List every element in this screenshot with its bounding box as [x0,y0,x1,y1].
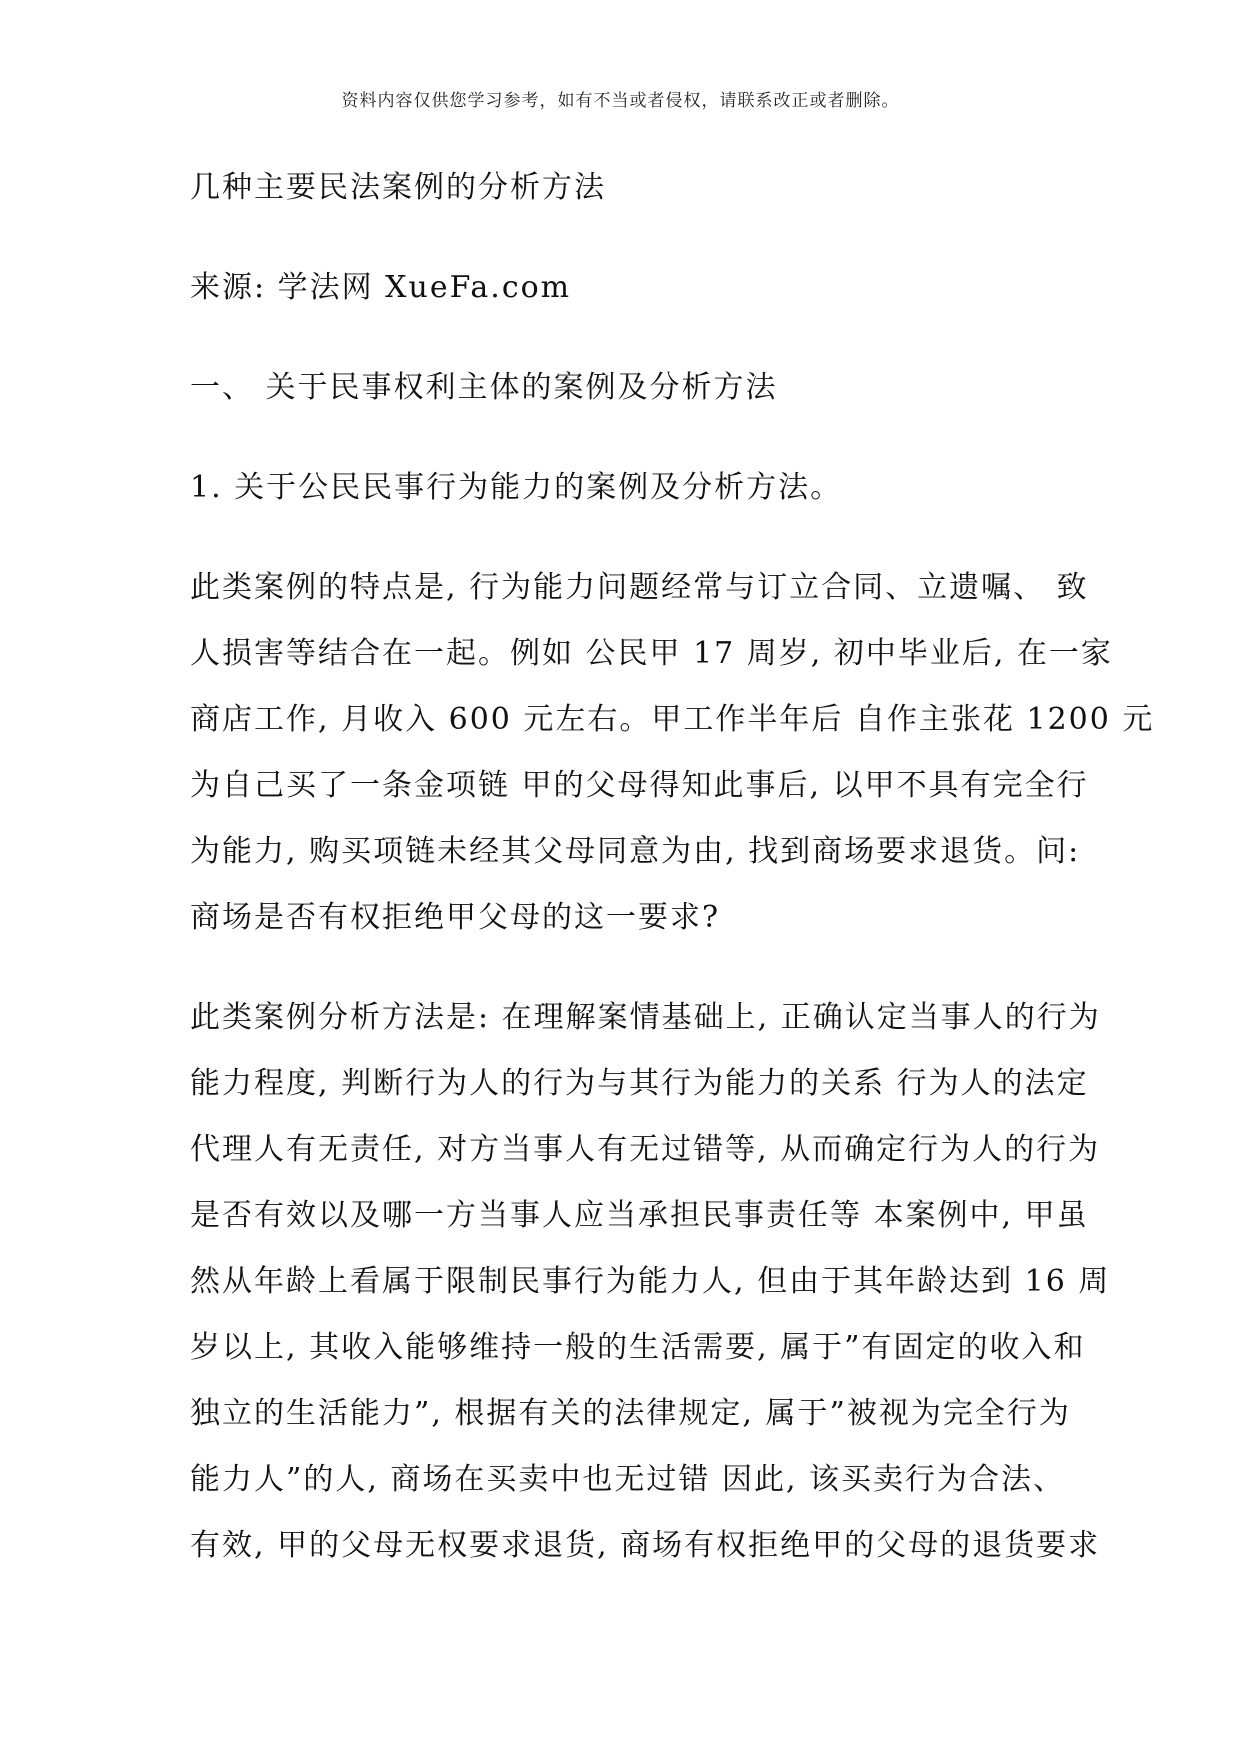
paragraph-line: 代理人有无责任, 对方当事人有无过错等, 从而确定行为人的行为 [190,1132,1101,1167]
paragraph-line: 独立的生活能力”, 根据有关的法律规定, 属于”被视为完全行为 [190,1396,1071,1431]
section-heading: 一、 关于民事权利主体的案例及分析方法 [190,370,778,405]
paragraph-line: 此类案例分析方法是: 在理解案情基础上, 正确认定当事人的行为 [190,1000,1101,1035]
paragraph-line: 是否有效以及哪一方当事人应当承担民事责任等 本案例中, 甲虽 [190,1198,1089,1233]
paragraph-line: 为能力, 购买项链未经其父母同意为由, 找到商场要求退货。问: [190,834,1081,869]
paragraph-line: 能力程度, 判断行为人的行为与其行为能力的关系 行为人的法定 [190,1066,1089,1101]
paragraph-line: 有效, 甲的父母无权要求退货, 商场有权拒绝甲的父母的退货要求 [190,1528,1101,1563]
paragraph-case-description [190,568,1155,938]
paragraph-line: 此类案例的特点是, 行为能力问题经常与订立合同、立遗嘱、 致 [190,570,1089,605]
disclaimer-header: 资料内容仅供您学习参考，如有不当或者侵权，请联系改正或者删除。 [341,91,900,111]
paragraph-line: 商场是否有权拒绝甲父母的这一要求? [190,900,721,935]
document-title: 几种主要民法案例的分析方法 [190,170,606,205]
paragraph-analysis-method [190,998,1111,1566]
document-body [190,160,1155,1566]
paragraph-line: 然从年龄上看属于限制民事行为能力人, 但由于其年龄达到 16 周 [190,1264,1111,1299]
paragraph-line: 能力人”的人, 商场在买卖中也无过错 因此, 该买卖行为合法、 [190,1462,1066,1497]
paragraph-line: 为自己买了一条金项链 甲的父母得知此事后, 以甲不具有完全行 [190,768,1089,803]
paragraph-line: 人损害等结合在一起。例如 公民甲 17 周岁, 初中毕业后, 在一家 [190,636,1113,671]
subsection-heading: 1. 关于公民民事行为能力的案例及分析方法。 [190,470,843,505]
paragraph-line: 岁以上, 其收入能够维持一般的生活需要, 属于”有固定的收入和 [190,1330,1086,1365]
paragraph-line: 商店工作, 月收入 600 元左右。甲工作半年后 自作主张花 1200 元 [190,702,1155,737]
source-line: 来源: 学法网 XueFa.com [190,270,572,305]
